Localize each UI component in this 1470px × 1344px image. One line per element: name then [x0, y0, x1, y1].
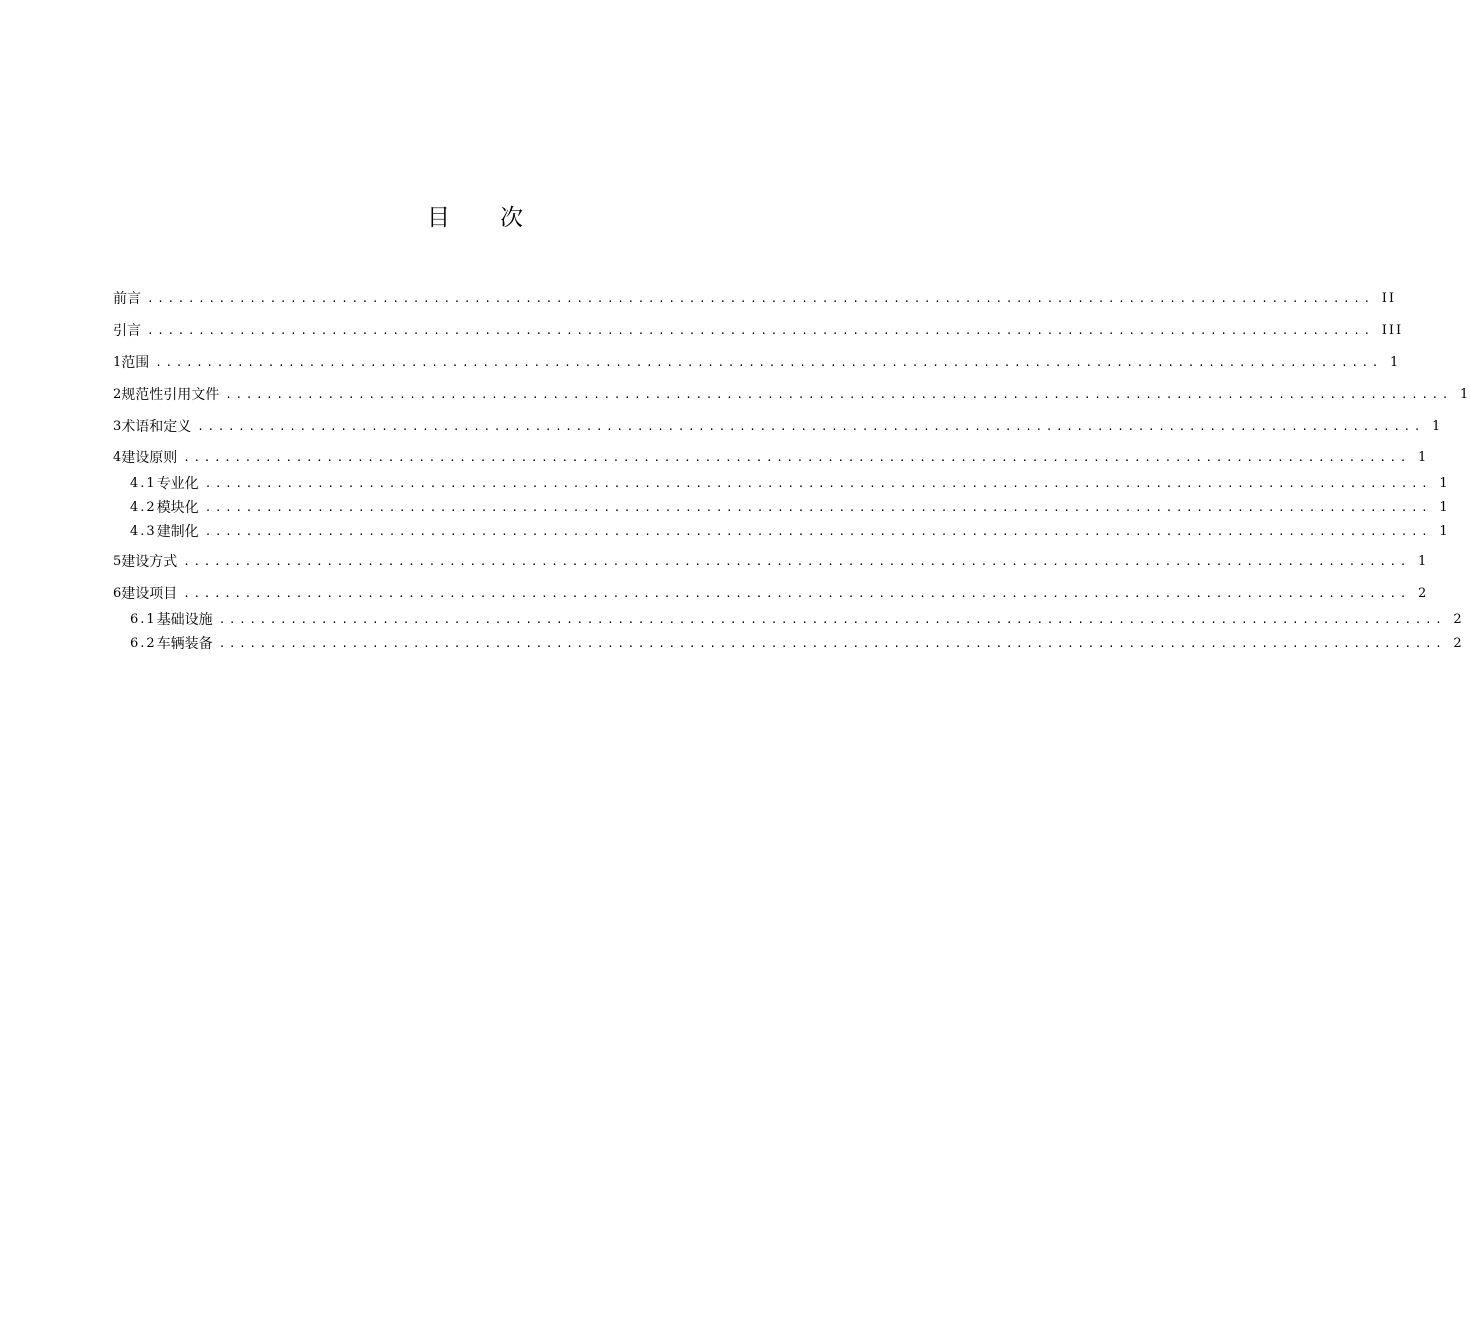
toc-label: 建制化	[156, 524, 199, 540]
toc-page-number: 2	[1418, 586, 1429, 601]
toc-page-number: 1	[1439, 500, 1450, 515]
toc-label: 前言	[113, 291, 141, 307]
toc-number: 6	[113, 586, 122, 601]
toc-entry-4-1[interactable]	[113, 474, 1450, 494]
toc-number: 4	[113, 450, 122, 465]
toc-leader-dots: ........................................................................................................................	[183, 587, 1410, 600]
toc-label: 模块化	[156, 500, 199, 516]
toc-leader-dots: ........................................................................................................................	[147, 292, 1374, 305]
toc-leader-dots: ........................................................................................................................	[204, 525, 1432, 538]
toc-leader-dots: ........................................................................................................................	[183, 555, 1410, 568]
page-title	[0, 200, 950, 236]
toc-leader-dots: ........................................................................................................................	[225, 388, 1452, 401]
toc-entry-4-3[interactable]	[113, 522, 1450, 542]
toc-leader-dots: ........................................................................................................................	[204, 501, 1432, 514]
toc-leader-dots: ........................................................................................................................	[218, 613, 1446, 626]
toc-label: 范围	[121, 355, 150, 371]
toc-label: 术语和定义	[121, 419, 192, 435]
toc-entry-2[interactable]	[113, 385, 1470, 405]
toc-number: 6.2	[130, 636, 157, 651]
toc-page-number: 1	[1432, 419, 1443, 434]
toc-number: 4.2	[130, 500, 157, 515]
toc-entry-5[interactable]	[113, 552, 1429, 572]
toc-leader-dots: ........................................................................................................................	[197, 420, 1424, 433]
toc-entry-6[interactable]	[113, 584, 1429, 604]
toc-leader-dots: ........................................................................................................................	[147, 324, 1374, 337]
toc-entry-preface[interactable]	[113, 289, 1396, 309]
toc-label: 规范性引用文件	[121, 387, 220, 403]
toc-entry-6-1[interactable]	[113, 610, 1464, 630]
toc-page-number: 1	[1439, 476, 1450, 491]
toc-label: 建设方式	[121, 554, 178, 570]
toc-number: 6.1	[130, 612, 157, 627]
toc-page-number: 2	[1453, 612, 1464, 627]
toc-entry-4-2[interactable]	[113, 498, 1450, 518]
toc-number: 2	[113, 387, 122, 402]
toc-leader-dots: ........................................................................................................................	[204, 477, 1432, 490]
toc-page-number: 2	[1453, 636, 1464, 651]
toc-label: 建设原则	[121, 450, 178, 466]
toc-entry-1[interactable]	[113, 353, 1401, 373]
toc-number: 5	[113, 554, 122, 569]
title-char-2: 次	[500, 205, 523, 231]
toc-entry-3[interactable]	[113, 417, 1443, 437]
toc-entry-introduction[interactable]	[113, 321, 1404, 341]
toc-page-number: 1	[1460, 387, 1470, 402]
toc-number: 3	[113, 419, 122, 434]
toc-label: 专业化	[156, 476, 199, 492]
toc-label: 引言	[113, 323, 141, 339]
toc-label: 车辆装备	[156, 636, 213, 652]
toc-number: 4.3	[130, 524, 157, 539]
toc-page-number: 1	[1418, 554, 1429, 569]
toc-leader-dots: ........................................................................................................................	[155, 356, 1382, 369]
toc-page-number: 1	[1418, 450, 1429, 465]
toc-number: 1	[113, 355, 122, 370]
toc-label: 基础设施	[156, 612, 213, 628]
title-char-1: 目	[427, 205, 450, 231]
toc-leader-dots: ........................................................................................................................	[183, 451, 1410, 464]
toc-page-number: II	[1381, 291, 1396, 306]
toc-entry-6-2[interactable]	[113, 634, 1464, 654]
toc-label: 建设项目	[121, 586, 178, 602]
toc-page-number: III	[1381, 323, 1404, 338]
toc-entry-4[interactable]	[113, 448, 1429, 468]
toc-page-number: 1	[1439, 524, 1450, 539]
toc-page-number: 1	[1390, 355, 1401, 370]
toc-leader-dots: ........................................................................................................................	[218, 637, 1446, 650]
toc-number: 4.1	[130, 476, 157, 491]
